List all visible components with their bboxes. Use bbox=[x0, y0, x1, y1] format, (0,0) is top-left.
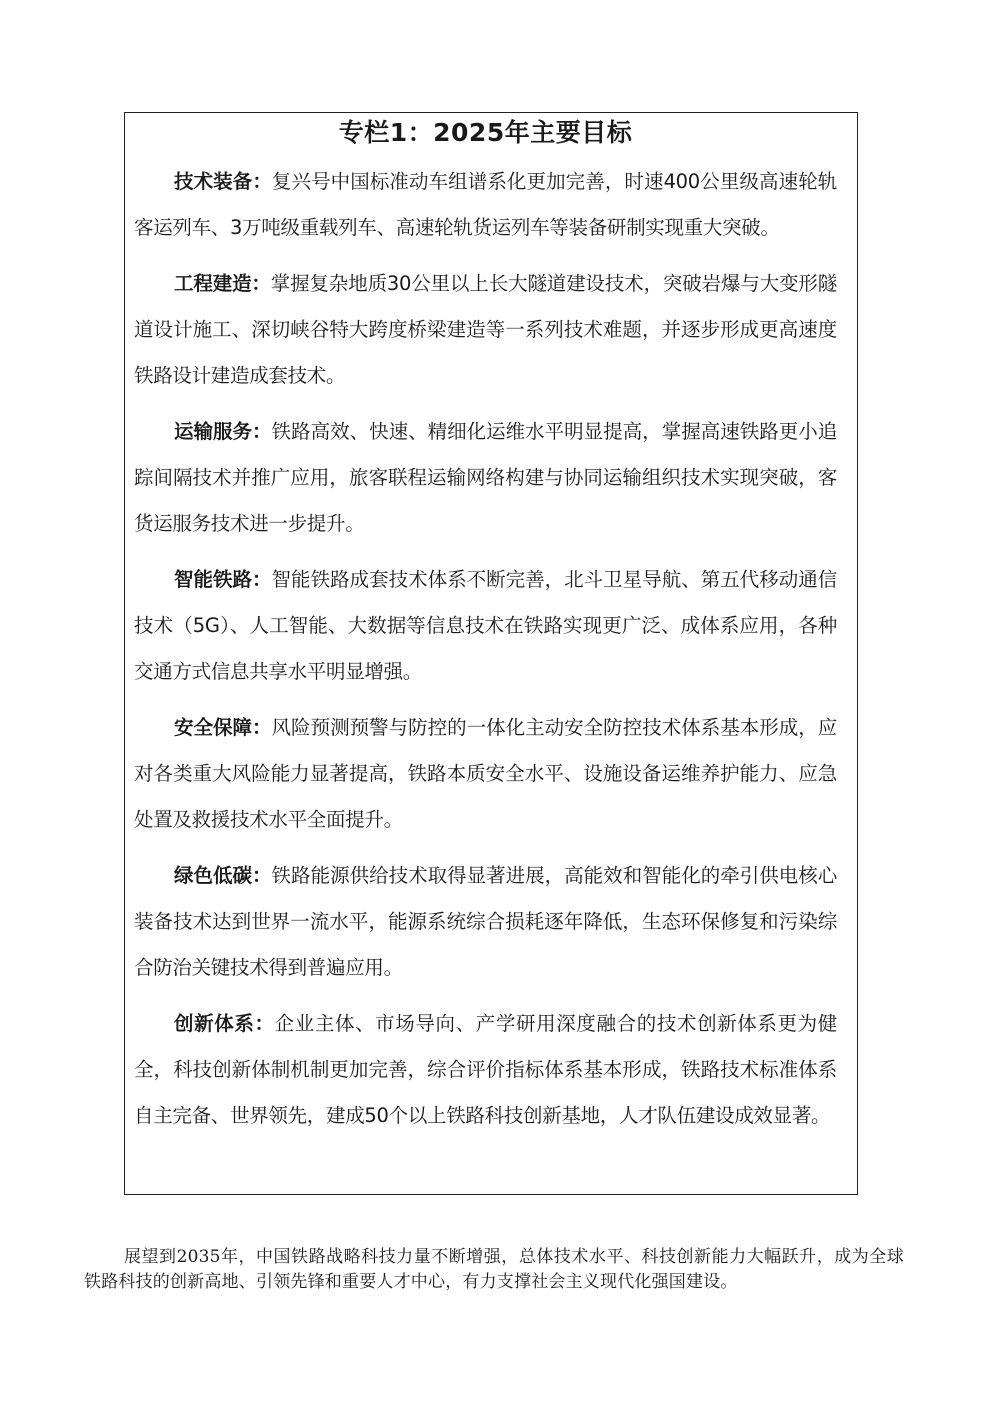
item-technical-equipment bbox=[134, 159, 837, 251]
item-lead: 运输服务： bbox=[174, 420, 272, 443]
item-lead: 绿色低碳： bbox=[174, 864, 272, 887]
item-text: 复兴号中国标准动车组谱系化更加完善，时速400公里级高速轮轨客运列车、3万吨级重载列车、高速轮轨货运列车等装备研制实现重大突破。 bbox=[134, 170, 837, 239]
item-transport-service bbox=[134, 409, 837, 547]
item-text: 风险预测预警与防控的一体化主动安全防控技术体系基本形成，应对各类重大风险能力显著提高，铁路本质安全水平、设施设备运维养护能力、应急处置及救援技术水平全面提升。 bbox=[134, 716, 837, 831]
item-innovation-system bbox=[134, 1001, 837, 1139]
item-lead: 创新体系： bbox=[174, 1012, 275, 1035]
item-text: 铁路高效、快速、精细化运维水平明显提高，掌握高速铁路更小追踪间隔技术并推广应用，旅客联程运输网络构建与协同运输组织技术实现突破，客货运服务技术进一步提升。 bbox=[134, 420, 837, 535]
item-lead: 智能铁路： bbox=[174, 568, 272, 591]
item-text: 铁路能源供给技术取得显著进展，高能效和智能化的牵引供电核心装备技术达到世界一流水平，能源系统综合损耗逐年降低，生态环保修复和污染综合防治关键技术得到普遍应用。 bbox=[134, 864, 837, 979]
column-box bbox=[124, 112, 858, 1195]
item-lead: 工程建造： bbox=[174, 272, 271, 295]
item-engineering-construction bbox=[134, 261, 837, 399]
item-green-low-carbon bbox=[134, 853, 837, 991]
item-text: 企业主体、市场导向、产学研用深度融合的技术创新体系更为健全，科技创新体制机制更加完善，综合评价指标体系基本形成，铁路技术标准体系自主完备、世界领先，建成50个以上铁路科技创新基地，人才队伍建设成效显著。 bbox=[134, 1012, 837, 1127]
item-text: 智能铁路成套技术体系不断完善，北斗卫星导航、第五代移动通信技术（5G）、人工智能、大数据等信息技术在铁路实现更广泛、成体系应用，各种交通方式信息共享水平明显增强。 bbox=[134, 568, 837, 683]
column-title: 专栏1：2025年主要目标 bbox=[338, 118, 633, 147]
item-intelligent-railway bbox=[134, 557, 837, 695]
item-text: 掌握复杂地质30公里以上长大隧道建设技术，突破岩爆与大变形隧道设计施工、深切峡谷特大跨度桥梁建造等一系列技术难题，并逐步形成更高速度铁路设计建造成套技术。 bbox=[134, 272, 837, 387]
closing-paragraph: 展望到2035年，中国铁路战略科技力量不断增强，总体技术水平、科技创新能力大幅跃升，成为全球铁路科技的创新高地、引领先锋和重要人才中心，有力支撑社会主义现代化强国建设。 bbox=[84, 1247, 904, 1292]
item-lead: 安全保障： bbox=[174, 716, 272, 739]
item-safety-assurance bbox=[134, 705, 837, 843]
item-lead: 技术装备： bbox=[174, 170, 272, 193]
